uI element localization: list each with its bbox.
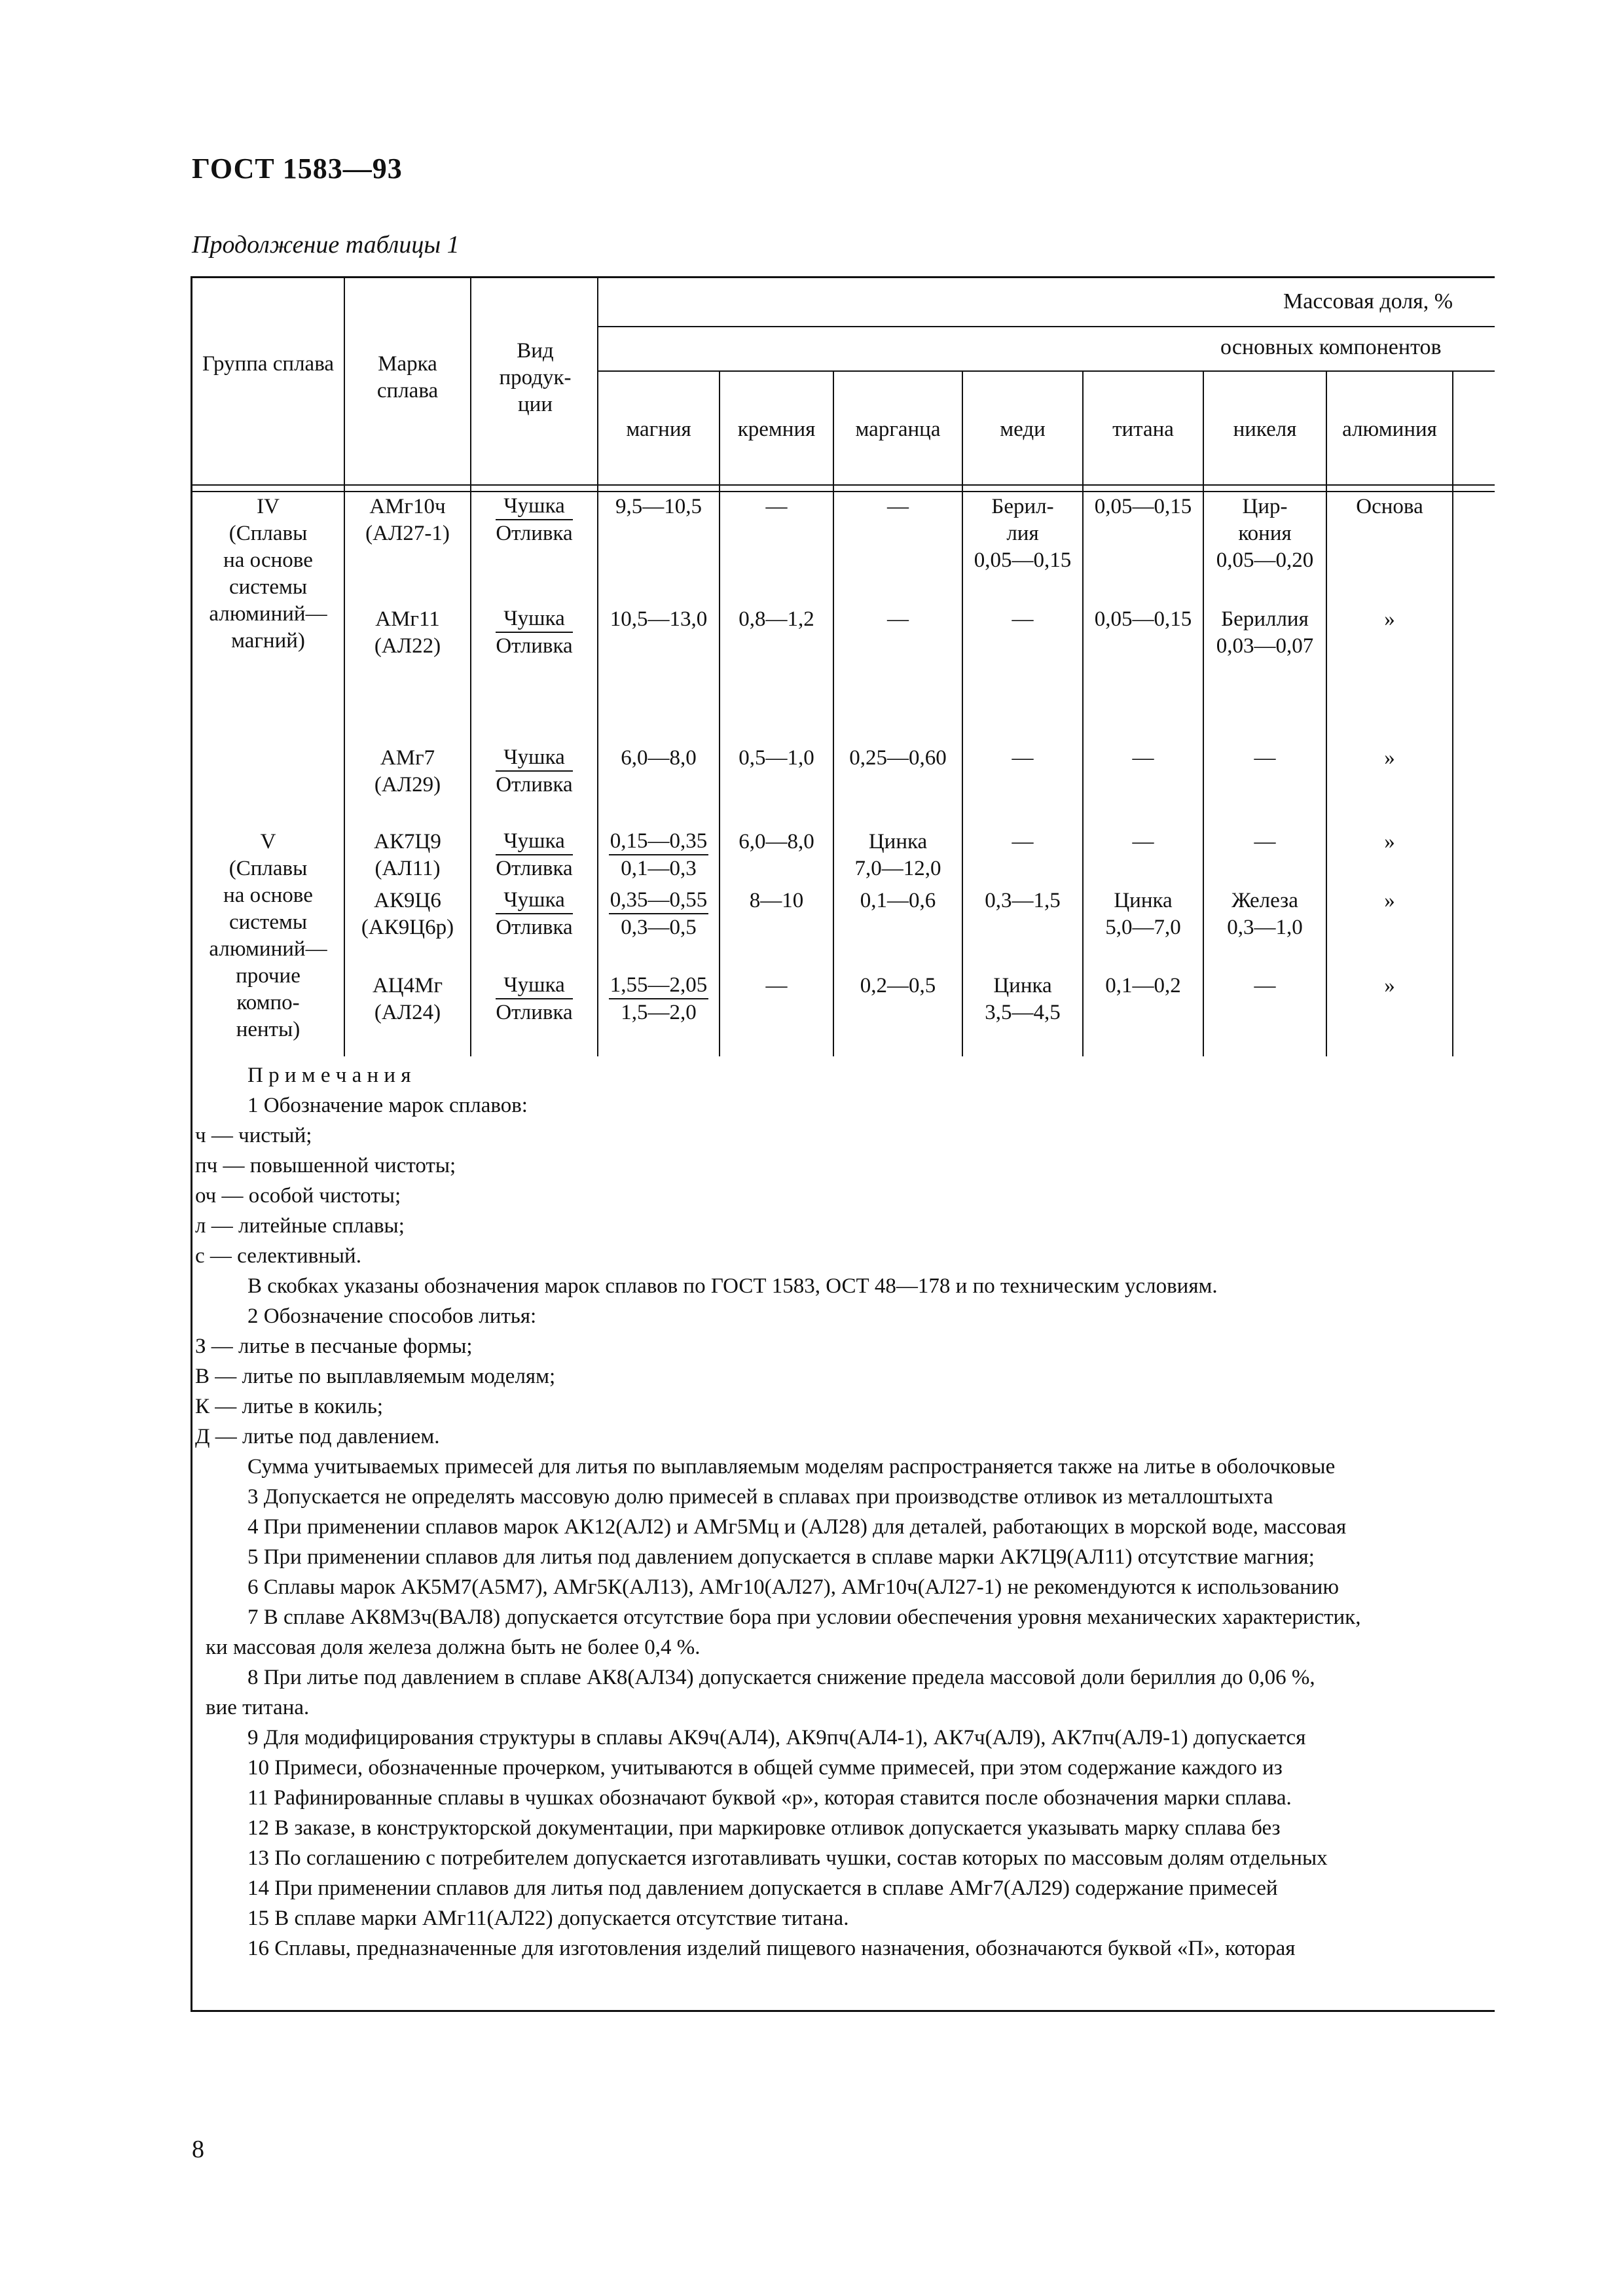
header-element-mn: марганца — [855, 418, 941, 441]
page-number: 8 — [192, 2136, 204, 2163]
note-line: 12 В заказе, в конструкторской документации, при маркировке отливок допускается указывать марку сплава без — [247, 1816, 1281, 1840]
note-line: 7 В сплаве АК8М3ч(ВАЛ8) допускается отсутствие бора при условии обеспечения уровня механических характеристик, — [247, 1605, 1361, 1629]
product-cell: $\frac{\text{Чушка}}{\text{Отливка}}$ — [496, 494, 573, 545]
ti-cell: — — [1132, 830, 1154, 853]
note-line: 5 При применении сплавов для литья под давлением допускается в сплаве марки АК7Ц9(АЛ11) отсутствие магния; — [247, 1545, 1315, 1569]
grade-cell: АМг11 (АЛ22) — [374, 607, 441, 658]
product-cell: $\frac{\text{Чушка}}{\text{Отливка}}$ — [496, 888, 573, 939]
mg-cell: 10,5—13,0 — [610, 607, 708, 631]
si-cell: 0,5—1,0 — [739, 746, 814, 770]
al-cell: Основа — [1356, 495, 1423, 518]
col-divider — [1203, 370, 1204, 1056]
cu-cell: — — [1012, 746, 1034, 770]
header-group: Группа сплава — [202, 352, 334, 376]
mg-cell: 9,5—10,5 — [615, 495, 702, 518]
note-line: 2 Обозначение способов литья: — [247, 1304, 537, 1328]
cu-cell: — — [1012, 607, 1034, 631]
header-element-ti: титана — [1112, 418, 1174, 441]
note-line: ки массовая доля железа должна быть не более 0,4 %. — [206, 1636, 701, 1659]
note-line: В — литье по выплавляемым моделям; — [195, 1365, 556, 1388]
note-line: 14 При применении сплавов для литья под давлением допускается в сплаве АМг7(АЛ29) содержание примесей — [247, 1876, 1278, 1900]
si-cell: — — [765, 974, 788, 997]
notes-heading: П р и м е ч а н и я — [247, 1064, 411, 1087]
ti-cell: Цинка 5,0—7,0 — [1105, 889, 1181, 939]
ti-cell: 0,05—0,15 — [1094, 495, 1192, 518]
table-continuation-caption: Продолжение таблицы 1 — [192, 231, 460, 259]
note-line: л — литейные сплавы; — [195, 1214, 405, 1238]
note-line: Д — литье под давлением. — [195, 1425, 440, 1448]
header-grade: Марка сплава — [376, 352, 439, 403]
product-cell: $\frac{\text{Чушка}}{\text{Отливка}}$ — [496, 829, 573, 880]
header-element-al: алюминия — [1342, 418, 1437, 441]
header-bottom-line-2 — [191, 491, 1495, 492]
col-divider — [962, 370, 963, 1056]
header-element-cu: меди — [1000, 418, 1046, 441]
al-cell: » — [1384, 889, 1395, 912]
al-cell: » — [1384, 746, 1395, 770]
ni-cell: — — [1254, 746, 1276, 770]
document-code: ГОСТ 1583—93 — [192, 152, 403, 185]
mass-fraction-rule — [597, 326, 1495, 327]
grade-cell: АМг10ч (АЛ27-1) — [365, 495, 450, 545]
note-line: оч — особой чистоты; — [195, 1184, 401, 1208]
note-line: 6 Сплавы марок АК5М7(А5М7), АМг5К(АЛ13), АМг10(АЛ27), АМг10ч(АЛ27-1) не рекомендуются к использованию — [247, 1575, 1339, 1599]
header-mass-fraction: Массовая доля, % — [1283, 289, 1453, 314]
grade-cell: АМг7 (АЛ29) — [374, 746, 441, 797]
col-divider — [833, 370, 834, 1056]
header-element-ni: никеля — [1233, 418, 1297, 441]
ti-cell: 0,1—0,2 — [1105, 974, 1181, 997]
note-line: 16 Сплавы, предназначенные для изготовления изделий пищевого назначения, обозначаются буквой «П», которая — [247, 1937, 1296, 1960]
note-line: З — литье в песчаные формы; — [195, 1335, 473, 1358]
col-divider — [1326, 370, 1327, 1056]
group-4-label: IV (Сплавы на основе системы алюминий— магний) — [209, 495, 327, 653]
grade-cell: АК7Ц9 (АЛ11) — [374, 830, 441, 880]
mn-cell: — — [887, 607, 909, 631]
mn-cell: 0,25—0,60 — [849, 746, 947, 770]
cu-cell: 0,3—1,5 — [985, 889, 1061, 912]
note-line: 13 По соглашению с потребителем допускается изготавливать чушки, состав которых по массовым долям отдельных — [247, 1846, 1328, 1870]
note-line: 1 Обозначение марок сплавов: — [247, 1094, 528, 1117]
al-cell: » — [1384, 830, 1395, 853]
note-line: вие титана. — [206, 1696, 310, 1719]
product-cell: $\frac{\text{Чушка}}{\text{Отливка}}$ — [496, 607, 573, 658]
note-line: 3 Допускается не определять массовую долю примесей в сплавах при производстве отливок из металлоштыхта — [247, 1485, 1273, 1509]
note-line: пч — повышенной чистоты; — [195, 1154, 456, 1177]
ni-cell: Железа 0,3—1,0 — [1227, 889, 1303, 939]
ti-cell: 0,05—0,15 — [1094, 607, 1192, 631]
mg-cell: $\frac{0,15—0,35}{0,1—0,3}$ — [610, 829, 708, 880]
header-element-mg: магния — [626, 418, 691, 441]
mg-cell: $\frac{1,55—2,05}{1,5—2,0}$ — [610, 973, 708, 1024]
col-divider — [719, 370, 720, 1056]
note-line: 10 Примеси, обозначенные прочерком, учитываются в общей сумме примесей, при этом содержание каждого из — [247, 1756, 1283, 1780]
mg-cell: 6,0—8,0 — [621, 746, 697, 770]
si-cell: 8—10 — [749, 889, 804, 912]
al-cell: » — [1384, 974, 1395, 997]
ti-cell: — — [1132, 746, 1154, 770]
mn-cell: 0,2—0,5 — [860, 974, 936, 997]
note-line: 8 При литье под давлением в сплаве АК8(АЛ34) допускается снижение предела массовой доли бериллия до 0,06 %, — [247, 1666, 1315, 1689]
group-5-label: V (Сплавы на основе системы алюминий— прочие компо- ненты) — [209, 830, 327, 1041]
note-line: 9 Для модифицирования структуры в сплавы АК9ч(АЛ4), АК9пч(АЛ4-1), АК7ч(АЛ9), АК7пч(АЛ9-1) допускается — [247, 1726, 1306, 1749]
ni-cell: Бериллия 0,03—0,07 — [1216, 607, 1314, 658]
col-divider — [1082, 370, 1084, 1056]
grade-cell: АК9Ц6 (АК9Ц6р) — [361, 889, 454, 939]
note-line: В скобках указаны обозначения марок сплавов по ГОСТ 1583, ОСТ 48—178 и по техническим условиям. — [247, 1274, 1218, 1298]
note-line: Сумма учитываемых примесей для литья по выплавляемым моделям распространяется также на литье в оболочковые — [247, 1455, 1336, 1479]
product-cell: $\frac{\text{Чушка}}{\text{Отливка}}$ — [496, 745, 573, 797]
cu-cell: Цинка 3,5—4,5 — [985, 974, 1061, 1024]
cu-cell: — — [1012, 830, 1034, 853]
ni-cell: Цир- кония 0,05—0,20 — [1216, 495, 1314, 572]
mg-cell: $\frac{0,35—0,55}{0,3—0,5}$ — [610, 888, 708, 939]
table-top-border — [191, 276, 1495, 278]
note-line: 11 Рафинированные сплавы в чушках обозначают буквой «р», которая ставится после обозначения марки сплава. — [247, 1786, 1292, 1810]
grade-cell: АЦ4Мг (АЛ24) — [372, 974, 443, 1024]
table-bottom-border — [191, 2010, 1495, 2012]
note-line: с — селективный. — [195, 1244, 361, 1268]
header-product: Вид продук- ции — [499, 339, 572, 416]
si-cell: 6,0—8,0 — [739, 830, 814, 853]
mn-cell: 0,1—0,6 — [860, 889, 936, 912]
si-cell: 0,8—1,2 — [739, 607, 814, 631]
mn-cell: Цинка 7,0—12,0 — [854, 830, 941, 880]
ni-cell: — — [1254, 830, 1276, 853]
header-main-components: основных компонентов — [1220, 335, 1442, 359]
components-rule — [597, 370, 1495, 372]
mn-cell: — — [887, 495, 909, 518]
col-divider — [1452, 370, 1453, 1056]
si-cell: — — [765, 495, 788, 518]
cu-cell: Берил- лия 0,05—0,15 — [974, 495, 1072, 572]
ni-cell: — — [1254, 974, 1276, 997]
note-line: ч — чистый; — [195, 1124, 312, 1147]
note-line: К — литье в кокиль; — [195, 1395, 384, 1418]
al-cell: » — [1384, 607, 1395, 631]
note-line: 15 В сплаве марки АМг11(АЛ22) допускается отсутствие титана. — [247, 1907, 849, 1930]
note-line: 4 При применении сплавов марок АК12(АЛ2) и АМг5Мц и (АЛ28) для деталей, работающих в морской воде, массовая — [247, 1515, 1347, 1539]
header-element-si: кремния — [737, 418, 816, 441]
header-bottom-line — [191, 484, 1495, 486]
product-cell: $\frac{\text{Чушка}}{\text{Отливка}}$ — [496, 973, 573, 1024]
